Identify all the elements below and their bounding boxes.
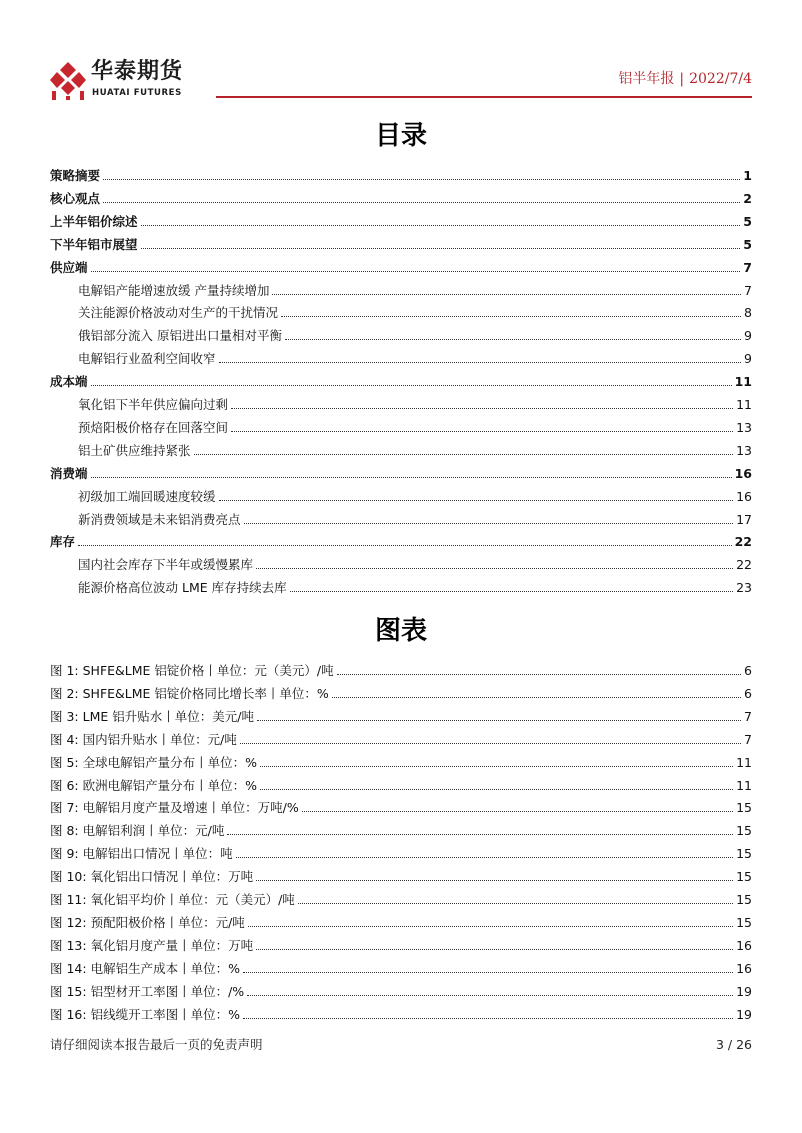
toc-entry-page: 2 — [743, 190, 752, 206]
toc-chapter-entry[interactable] — [50, 163, 752, 185]
toc-entry-page: 8 — [744, 305, 752, 321]
toc-entry-page: 5 — [743, 213, 752, 229]
toc-section-entry[interactable] — [78, 438, 752, 460]
figure-entry-label: 图 2: SHFE&LME 铝锭价格同比增长率丨单位：% — [50, 685, 329, 701]
toc-entry-label: 氧化铝下半年供应偏向过剩 — [78, 397, 229, 412]
figure-entry-label: 图 16: 铝线缆开工率图丨单位：% — [50, 1006, 240, 1022]
toc-entry-label: 新消费领域是未来铝消费亮点 — [78, 511, 241, 527]
figure-list-entry[interactable] — [50, 773, 752, 795]
figure-entry-label: 图 9: 电解铝出口情况丨单位：吨 — [50, 846, 233, 862]
leader-dots — [337, 674, 741, 675]
figure-list-entry[interactable] — [50, 910, 752, 932]
figure-list-entry[interactable] — [50, 818, 752, 840]
leader-dots — [256, 949, 733, 950]
figure-entry-page: 7 — [744, 708, 752, 724]
header-rule — [216, 96, 752, 98]
toc-entry-label: 铝土矿供应维持紧张 — [78, 442, 191, 458]
figure-entry-label: 图 10: 氧化铝出口情况丨单位：万吨 — [50, 869, 254, 885]
report-date: 2022/7/4 — [689, 71, 752, 87]
leader-dots — [243, 972, 733, 973]
toc-entry-page: 16 — [734, 465, 752, 481]
toc-entry-label: 俄铝部分流入 原铝进出口量相对平衡 — [78, 328, 282, 344]
figure-list-entry[interactable] — [50, 864, 752, 886]
figure-entry-page: 7 — [744, 731, 752, 747]
toc-entry-page: 22 — [734, 534, 752, 550]
figure-entry-label: 图 13: 氧化铝月度产量丨单位：万吨 — [50, 937, 254, 953]
figure-entry-page: 15 — [736, 823, 752, 839]
figure-entry-page: 16 — [736, 937, 752, 953]
toc-entry-label: 初级加工端回暖速度较缓 — [78, 488, 216, 504]
toc-section-entry[interactable] — [78, 415, 752, 437]
figure-list-entry[interactable] — [50, 658, 752, 680]
toc-entry-page: 22 — [736, 557, 752, 573]
toc-entry-page: 9 — [744, 351, 752, 367]
figure-list-entry[interactable] — [50, 887, 752, 909]
toc-chapter-entry[interactable] — [50, 209, 752, 231]
toc-entry-label: 电解铝行业盈利空间收窄 — [78, 351, 216, 367]
toc-section-entry[interactable] — [78, 323, 752, 345]
toc-section-entry[interactable] — [78, 507, 752, 529]
figure-entry-label: 图 7: 电解铝月度产量及增速丨单位：万吨/% — [50, 800, 299, 816]
toc-entry-label: 预焙阳极价格存在回落空间 — [78, 419, 229, 435]
leader-dots — [285, 339, 741, 340]
figure-list-entry[interactable] — [50, 1002, 752, 1024]
figure-entry-label: 图 11: 氧化铝平均价丨单位：元（美元）/吨 — [50, 892, 295, 907]
toc-entry-page: 7 — [743, 259, 752, 275]
leader-dots — [248, 926, 733, 927]
figure-entry-page: 11 — [736, 754, 752, 770]
toc-section-entry[interactable] — [78, 300, 752, 322]
figure-entry-page: 19 — [736, 983, 752, 999]
toc-title: 目录 — [374, 121, 427, 151]
figure-entry-page: 11 — [736, 777, 752, 793]
toc-entry-page: 13 — [736, 419, 752, 435]
figure-entry-label: 图 3: LME 铝升贴水丨单位：美元/吨 — [50, 708, 254, 724]
toc-entry-page: 5 — [743, 236, 752, 252]
toc-entry-page: 13 — [736, 442, 752, 458]
figure-entry-label: 图 15: 铝型材开工率图丨单位：/% — [50, 983, 245, 999]
toc-chapter-entry[interactable] — [50, 255, 752, 277]
toc-entry-page: 1 — [743, 168, 752, 183]
figure-list-entry[interactable] — [50, 956, 752, 978]
leader-dots — [290, 591, 733, 592]
toc-entry-page: 7 — [744, 282, 752, 298]
toc-entry-page: 11 — [736, 397, 752, 412]
leader-dots — [78, 545, 732, 546]
toc-section-entry[interactable] — [78, 575, 752, 597]
figure-entry-label: 图 14: 电解铝生产成本丨单位：% — [50, 960, 240, 976]
toc-chapter-entry[interactable] — [50, 461, 752, 483]
toc-entry-page: 9 — [744, 328, 752, 344]
leader-dots — [244, 523, 734, 524]
header-separator: | — [679, 71, 685, 87]
toc-entry-label: 成本端 — [50, 374, 88, 390]
leader-dots — [281, 316, 741, 317]
leader-dots — [103, 179, 740, 180]
figure-list-entry[interactable] — [50, 795, 752, 817]
leader-dots — [231, 431, 733, 432]
toc-entry-label: 库存 — [50, 534, 76, 550]
figure-entry-page: 6 — [744, 685, 752, 701]
toc-entry-label: 下半年铝市展望 — [50, 236, 138, 252]
leader-dots — [257, 720, 741, 721]
toc-chapter-entry[interactable] — [50, 529, 752, 551]
leader-dots — [247, 995, 733, 996]
toc-entry-label: 上半年铝价综述 — [50, 213, 138, 229]
figure-entry-page: 15 — [736, 914, 752, 930]
figure-entry-label: 图 1: SHFE&LME 铝锭价格丨单位：元（美元）/吨 — [50, 663, 334, 678]
toc-entry-page: 17 — [736, 511, 752, 527]
leader-dots — [256, 568, 733, 569]
figure-list-entry[interactable] — [50, 841, 752, 863]
leader-dots — [227, 834, 733, 835]
toc-entry-label: 能源价格高位波动 LME 库存持续去库 — [78, 580, 287, 596]
figure-entry-page: 15 — [736, 846, 752, 862]
toc-chapter-entry[interactable] — [50, 232, 752, 254]
toc-entry-label: 关注能源价格波动对生产的干扰情况 — [78, 305, 279, 321]
leader-dots — [91, 477, 732, 478]
company-name-en: HUATAI FUTURES — [92, 88, 182, 98]
figure-list-entry[interactable] — [50, 704, 752, 726]
leader-dots — [272, 294, 741, 295]
leader-dots — [236, 857, 733, 858]
leader-dots — [256, 880, 733, 881]
figure-list-entry[interactable] — [50, 727, 752, 749]
toc-section-entry[interactable] — [78, 552, 752, 574]
figure-entry-page: 15 — [736, 800, 752, 816]
toc-entry-label: 核心观点 — [50, 190, 101, 206]
figure-entry-label: 图 5: 全球电解铝产量分布丨单位：% — [50, 754, 257, 770]
figure-list-entry[interactable] — [50, 979, 752, 1001]
figure-entry-page: 6 — [744, 663, 752, 678]
toc-section-entry[interactable] — [78, 278, 752, 300]
leader-dots — [91, 385, 732, 386]
toc-entry-page: 11 — [734, 374, 752, 390]
toc-entry-label: 国内社会库存下半年或缓慢累库 — [78, 557, 254, 573]
toc-section-entry[interactable] — [78, 346, 752, 368]
disclaimer-note: 请仔细阅读本报告最后一页的免责声明 — [50, 1037, 263, 1052]
leader-dots — [219, 362, 742, 363]
figure-list-entry[interactable] — [50, 681, 752, 703]
toc-entry-label: 消费端 — [50, 465, 88, 481]
figure-entry-label: 图 12: 预配阳极价格丨单位：元/吨 — [50, 914, 245, 930]
figures-title: 图表 — [374, 616, 427, 646]
leader-dots — [91, 271, 741, 272]
leader-dots — [219, 500, 734, 501]
report-type: 铝半年报 — [618, 71, 675, 87]
toc-chapter-entry[interactable] — [50, 369, 752, 391]
figure-entry-page: 15 — [736, 869, 752, 885]
leader-dots — [240, 743, 741, 744]
figure-entry-label: 图 6: 欧洲电解铝产量分布丨单位：% — [50, 777, 257, 793]
figure-list-entry[interactable] — [50, 933, 752, 955]
toc-section-entry[interactable] — [78, 392, 752, 414]
figure-entry-label: 图 8: 电解铝利润丨单位：元/吨 — [50, 823, 225, 839]
leader-dots — [141, 248, 741, 249]
report-info — [618, 70, 752, 88]
figure-entry-page: 16 — [736, 960, 752, 976]
toc-entry-page: 23 — [736, 580, 752, 596]
figure-entry-page: 15 — [736, 892, 752, 907]
leader-dots — [194, 454, 734, 455]
toc-entry-page: 16 — [736, 488, 752, 504]
figure-entry-label: 图 4: 国内铝升贴水丨单位：元/吨 — [50, 731, 237, 747]
company-name-cn: 华泰期货 — [91, 59, 184, 84]
leader-dots — [260, 789, 733, 790]
leader-dots — [103, 202, 740, 203]
figure-entry-page: 19 — [736, 1006, 752, 1022]
leader-dots — [298, 903, 733, 904]
toc-entry-label: 供应端 — [50, 259, 88, 275]
huatai-logo-icon — [50, 60, 86, 100]
page-number: 3 / 26 — [715, 1037, 752, 1052]
leader-dots — [302, 811, 733, 812]
toc-section-entry[interactable] — [78, 484, 752, 506]
leader-dots — [141, 225, 741, 226]
leader-dots — [231, 408, 733, 409]
figure-list-entry[interactable] — [50, 750, 752, 772]
toc-chapter-entry[interactable] — [50, 186, 752, 208]
toc-entry-label: 策略摘要 — [50, 168, 101, 183]
leader-dots — [260, 766, 733, 767]
leader-dots — [332, 697, 741, 698]
toc-entry-label: 电解铝产能增速放缓 产量持续增加 — [78, 282, 270, 298]
leader-dots — [243, 1018, 733, 1019]
